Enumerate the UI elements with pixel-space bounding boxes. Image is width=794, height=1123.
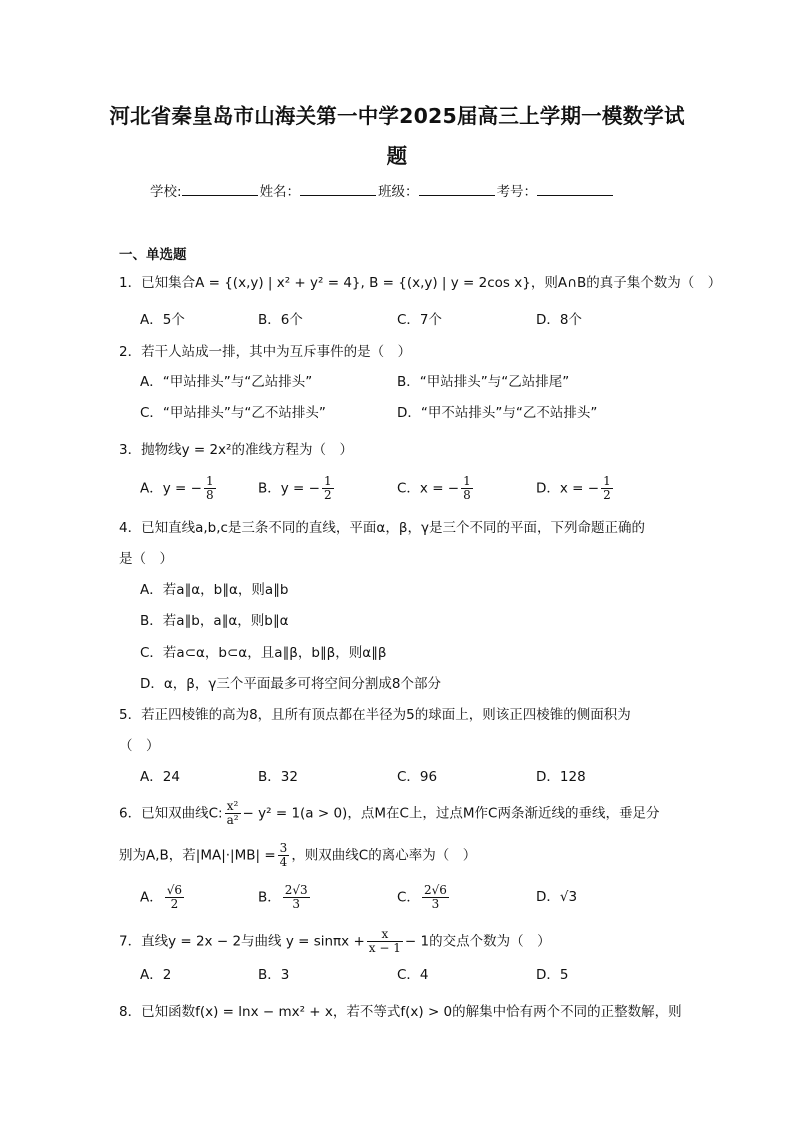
q6-option-b-prefix: B．: [258, 889, 281, 906]
class-label: 班级：: [378, 184, 419, 200]
q6-b-denominator: 3: [292, 897, 301, 911]
q2-option-a: A．“甲站排头”与“乙站排头”: [140, 374, 313, 390]
q3-d-numerator: 1: [603, 474, 611, 488]
q6-stem1-fraction: [225, 800, 241, 827]
q6-stem1-suffix: − y² = 1(a > 0)，点M在C上，过点M作C两条渐近线的垂线，垂足分: [242, 805, 660, 822]
q6-stem2-denominator: 4: [279, 855, 288, 869]
q6-option-b: [258, 884, 312, 911]
q7-numerator: x: [367, 928, 403, 942]
q2-option-d: D．“甲不站排头”与“乙不站排头”: [397, 405, 598, 421]
school-label: 学校:: [150, 184, 182, 200]
q6-stem-line2: [119, 842, 476, 869]
q3-option-a-fraction: [204, 475, 216, 502]
q6-option-c-prefix: C．: [397, 889, 420, 906]
q5-stem-line1: 5．若正四棱锥的高为8，且所有顶点都在半径为5的球面上，则该正四棱锥的侧面积为: [119, 707, 631, 723]
q7-stem-suffix: − 1的交点个数为（ ）: [404, 933, 551, 950]
q6-option-b-fraction: [283, 884, 310, 911]
q6-option-d: D．√3: [536, 889, 578, 905]
q3-option-d-fraction: [601, 475, 613, 502]
q5-stem-line2: （ ）: [119, 738, 160, 754]
q7-option-d: D．5: [536, 967, 569, 983]
q6-stem2-fraction: [278, 842, 290, 869]
q6-option-c-fraction: [422, 884, 449, 911]
q3-c-denominator: 8: [463, 488, 471, 502]
school-blank[interactable]: [182, 183, 258, 196]
q5-option-d: D．128: [536, 769, 586, 785]
q3-option-c-prefix: C．x = −: [397, 480, 460, 497]
q3-d-denominator: 2: [603, 488, 611, 502]
q6-a-numerator: √6: [166, 883, 183, 897]
q3-option-b-fraction: [322, 475, 334, 502]
q2-stem: 2．若干人站成一排，其中为互斥事件的是（ ）: [119, 344, 412, 360]
q6-option-c: [397, 884, 451, 911]
q3-b-denominator: 2: [323, 488, 332, 502]
q3-option-a-prefix: A．y = −: [140, 480, 202, 497]
q7-stem: [119, 928, 551, 955]
name-blank[interactable]: [300, 183, 376, 196]
q4-stem-line1: 4．已知直线a,b,c是三条不同的直线，平面α，β，γ是三个不同的平面，下列命题正确的: [119, 520, 645, 536]
q6-stem2-numerator: 3: [279, 841, 288, 855]
q3-option-d: [536, 475, 615, 502]
q6-c-denominator: 3: [431, 897, 440, 911]
number-blank[interactable]: [537, 183, 613, 196]
q7-option-b: B．3: [258, 967, 290, 983]
q1-stem: 1．已知集合A = {(x,y) | x² + y² = 4}, B = {(x,y) | y = 2cos x}，则A∩B的真子集个数为（ ）: [119, 275, 722, 291]
q3-c-numerator: 1: [463, 474, 471, 488]
q6-b-numerator: 2√3: [284, 883, 308, 897]
q8-stem: 8．已知函数f(x) = lnx − mx² + x，若不等式f(x) > 0的解集中恰有两个不同的正整数解，则: [119, 1004, 682, 1020]
q1-option-c: C．7个: [397, 312, 443, 328]
q4-stem-line2: 是（ ）: [119, 551, 173, 567]
exam-title-line1: 河北省秦皇岛市山海关第一中学2025届高三上学期一模数学试: [109, 104, 685, 128]
q4-option-b: B．若a∥b，a∥α，则b∥α: [140, 613, 289, 629]
q6-option-a: [140, 884, 186, 911]
q5-option-b: B．32: [258, 769, 298, 785]
q4-option-a: A．若a∥α，b∥α，则a∥b: [140, 582, 289, 598]
q2-option-c: C．“甲站排头”与“乙不站排头”: [140, 405, 326, 421]
number-label: 考号：: [496, 184, 538, 200]
q6-option-a-fraction: [165, 884, 184, 911]
q3-option-b: [258, 475, 336, 502]
q7-stem-prefix: 7．直线y = 2x − 2与曲线 y = sinπx +: [119, 933, 365, 950]
q6-option-a-prefix: A．: [140, 889, 163, 906]
q7-option-c: C．4: [397, 967, 429, 983]
q5-option-c: C．96: [397, 769, 438, 785]
q5-option-a: A．24: [140, 769, 180, 785]
q3-a-denominator: 8: [205, 488, 214, 502]
q6-c-numerator: 2√6: [423, 883, 447, 897]
q6-stem2-suffix: ，则双曲线C的离心率为（ ）: [291, 847, 477, 864]
q6-a-denominator: 2: [170, 897, 179, 911]
exam-title-line2: 题: [386, 144, 408, 168]
q6-stem1-prefix: 6．已知双曲线C:: [119, 805, 223, 822]
q6-stem1-denominator: a²: [226, 813, 239, 827]
q7-fraction: [367, 928, 403, 955]
q2-option-b: B．“甲站排头”与“乙站排尾”: [397, 374, 570, 390]
name-label: 姓名：: [259, 184, 301, 200]
section-heading: 一、单选题: [119, 247, 187, 263]
q1-option-d: D．8个: [536, 312, 582, 328]
q4-option-d: D．α，β，γ三个平面最多可将空间分割成8个部分: [140, 676, 441, 692]
q3-stem: 3．抛物线y = 2x²的准线方程为（ ）: [119, 442, 353, 458]
class-blank[interactable]: [419, 183, 495, 196]
q7-option-a: A．2: [140, 967, 172, 983]
q3-b-numerator: 1: [323, 474, 332, 488]
q3-option-d-prefix: D．x = −: [536, 480, 600, 497]
student-info-row: [150, 180, 644, 200]
q3-option-a: [140, 475, 218, 502]
q3-option-c-fraction: [461, 475, 473, 502]
q1-option-a: A．5个: [140, 312, 185, 328]
q4-option-c: C．若a⊂α，b⊂α，且a∥β，b∥β，则α∥β: [140, 645, 387, 661]
q3-a-numerator: 1: [205, 474, 214, 488]
q7-denominator: x − 1: [368, 941, 401, 955]
q6-stem-line1: [119, 800, 659, 827]
q6-stem2-prefix: 别为A,B，若|MA|·|MB| =: [119, 847, 276, 864]
q3-option-c: [397, 475, 475, 502]
q1-option-b: B．6个: [258, 312, 303, 328]
q6-stem1-numerator: x²: [225, 800, 241, 814]
q3-option-b-prefix: B．y = −: [258, 480, 320, 497]
